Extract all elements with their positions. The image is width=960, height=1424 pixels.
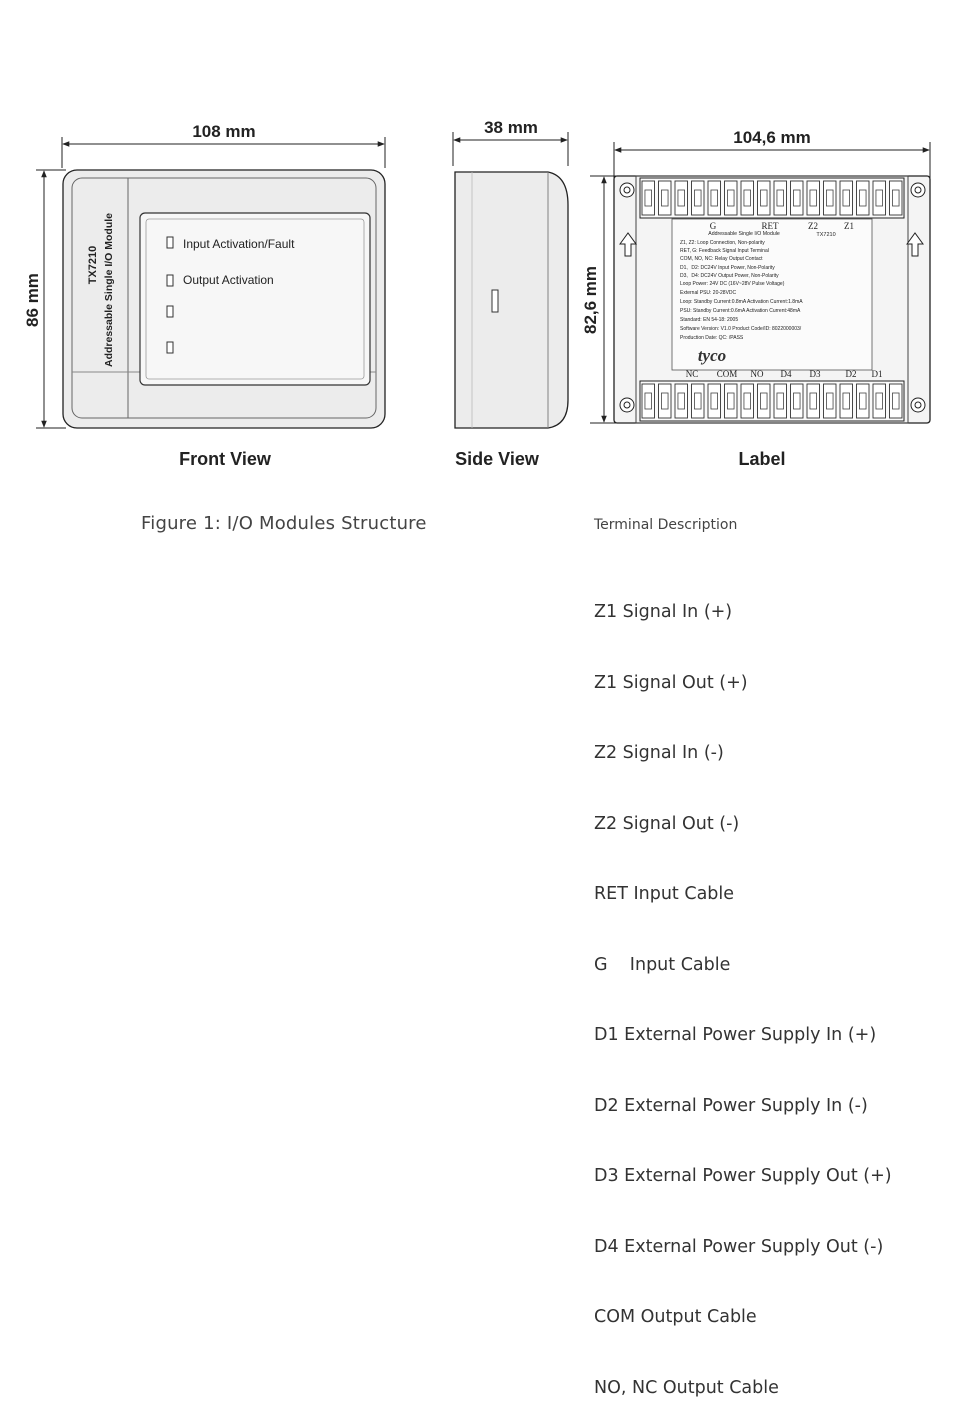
terminal-screw-cell	[873, 384, 886, 418]
front-height-label: 86 mm	[23, 273, 42, 327]
terminal-screw-cell	[692, 181, 705, 215]
top-terminal-z1: Z1	[844, 221, 854, 231]
label-width-label: 104,6 mm	[733, 128, 811, 147]
terminal-screw-cell	[642, 181, 655, 215]
terminal-screw-cell	[725, 384, 738, 418]
terminal-item: Z1 Signal In (+)	[594, 602, 733, 622]
label-width-dimension	[614, 142, 930, 178]
terminal-screw-cell	[774, 384, 787, 418]
label-line-1: TX7210	[816, 232, 836, 238]
mounting-hole-bottom-left-icon	[620, 398, 634, 412]
label-line-10: PSU: Standby Current:0.6mA Activation Current:48mA	[680, 308, 801, 314]
terminal-screw-cell	[857, 181, 870, 215]
side-view-caption: Side View	[455, 449, 539, 469]
terminal-item: G Input Cable	[594, 954, 731, 975]
terminal-screw-cell	[840, 384, 853, 418]
terminal-screw-cell	[692, 384, 705, 418]
terminal-screw-cell	[758, 181, 771, 215]
terminal-screw-cell	[807, 181, 820, 215]
led-input-activation-icon	[167, 237, 173, 248]
bottom-terminal-block	[640, 381, 904, 421]
front-model-description: Addressable Single I/O Module	[103, 212, 115, 368]
bottom-terminal-d3: D3	[809, 369, 821, 379]
terminal-description-list	[594, 554, 892, 1424]
terminal-screw-cell	[741, 384, 754, 418]
terminal-screw-cell	[758, 384, 771, 418]
brand-logo: tyco	[697, 346, 727, 365]
bottom-terminal-d1: D1	[871, 369, 883, 379]
terminal-item: Z1 Signal Out (+)	[594, 672, 748, 693]
terminal-screw-cell	[725, 181, 738, 215]
label-line-5: D1、D2: DC24V Input Power, Non-Polarity	[680, 265, 775, 271]
bottom-terminal-d2: D2	[845, 369, 857, 379]
terminal-screw-cell	[659, 384, 672, 418]
terminal-screw-cell	[857, 384, 870, 418]
label-line-8: External PSU: 20-28VDC	[680, 290, 737, 296]
side-view	[453, 118, 568, 469]
label-view	[581, 128, 930, 469]
terminal-item: D3 External Power Supply Out (+)	[594, 1166, 892, 1186]
bottom-terminal-nc: NC	[685, 369, 699, 379]
terminal-screw-cell	[791, 181, 804, 215]
side-clip	[492, 290, 498, 312]
led-output-label: Output Activation	[183, 273, 274, 287]
bottom-terminal-com: COM	[716, 369, 738, 379]
bottom-terminal-no: NO	[750, 369, 764, 379]
terminal-screw-cell	[873, 181, 886, 215]
front-view	[23, 122, 385, 469]
mounting-hole-top-left-icon	[620, 183, 634, 197]
label-height-label: 82,6 mm	[581, 265, 600, 335]
label-line-4: COM, NO, NC: Relay Output Contact	[680, 256, 763, 262]
terminal-screw-cell	[824, 384, 837, 418]
terminal-item: Z2 Signal In (-)	[594, 743, 724, 763]
terminal-screw-cell	[824, 181, 837, 215]
terminal-screw-cell	[675, 181, 688, 215]
terminal-screw-cell	[890, 384, 903, 418]
bottom-terminal-d4: D4	[780, 369, 792, 379]
terminal-screw-cell	[774, 181, 787, 215]
side-depth-dimension	[453, 132, 568, 166]
terminal-item: D4 External Power Supply Out (-)	[594, 1236, 884, 1257]
figure-caption: Figure 1: I/O Modules Structure	[141, 513, 427, 534]
led-spare-1-icon	[167, 306, 173, 317]
terminal-screw-cell	[741, 181, 754, 215]
terminal-screw-cell	[708, 181, 721, 215]
side-depth-label: 38 mm	[484, 118, 538, 137]
terminal-screw-cell	[675, 384, 688, 418]
mounting-hole-bottom-right-icon	[911, 398, 925, 412]
terminal-screw-cell	[840, 181, 853, 215]
top-terminal-ret: RET	[761, 221, 779, 231]
terminal-item: Z2 Signal Out (-)	[594, 813, 740, 834]
terminal-screw-cell	[890, 181, 903, 215]
label-line-3: RET, G: Feedback Signal Input Terminal	[680, 248, 769, 254]
terminal-screw-cell	[791, 384, 804, 418]
front-model-number: TX7210	[87, 245, 99, 285]
label-line-13: Production Date: QC: /PASS	[680, 335, 744, 341]
terminal-item: D2 External Power Supply In (-)	[594, 1095, 868, 1116]
terminal-item: COM Output Cable	[594, 1307, 757, 1327]
front-width-dimension	[62, 137, 385, 168]
terminal-screw-cell	[708, 384, 721, 418]
top-terminal-block	[640, 178, 904, 218]
label-line-6: D3、D4: DC24V Output Power, Non-Polarity	[680, 273, 779, 279]
terminal-screw-cell	[807, 384, 820, 418]
terminal-item: D1 External Power Supply In (+)	[594, 1025, 877, 1045]
top-terminal-z2: Z2	[808, 221, 818, 231]
label-line-7: Loop Power: 24V DC (16V~28V Pulse Voltage)	[680, 281, 785, 287]
terminal-item: RET Input Cable	[594, 884, 735, 904]
terminal-item: NO, NC Output Cable	[594, 1377, 779, 1398]
label-line-2: Z1, Z2: Loop Connection, Non-polarity	[680, 240, 765, 246]
label-view-caption: Label	[738, 449, 786, 469]
top-terminal-g: G	[709, 221, 717, 231]
terminal-screw-cell	[659, 181, 672, 215]
terminal-description-title: Terminal Description	[594, 517, 738, 533]
label-line-9: Loop: Standby Current:0.8mA Activation Current:1.8mA	[680, 299, 803, 305]
led-spare-2-icon	[167, 342, 173, 353]
label-line-11: Standard: EN 54-18: 2005	[680, 317, 739, 323]
mounting-hole-top-right-icon	[911, 183, 925, 197]
led-input-label: Input Activation/Fault	[183, 237, 295, 251]
label-line-0: Addressable Single I/O Module	[708, 231, 780, 237]
front-width-label: 108 mm	[192, 122, 256, 141]
front-view-caption: Front View	[179, 449, 271, 469]
led-output-activation-icon	[167, 275, 173, 286]
terminal-screw-cell	[642, 384, 655, 418]
label-line-12: Software Version: V1.0 Product Code/ID: 8022000003/	[680, 326, 802, 332]
